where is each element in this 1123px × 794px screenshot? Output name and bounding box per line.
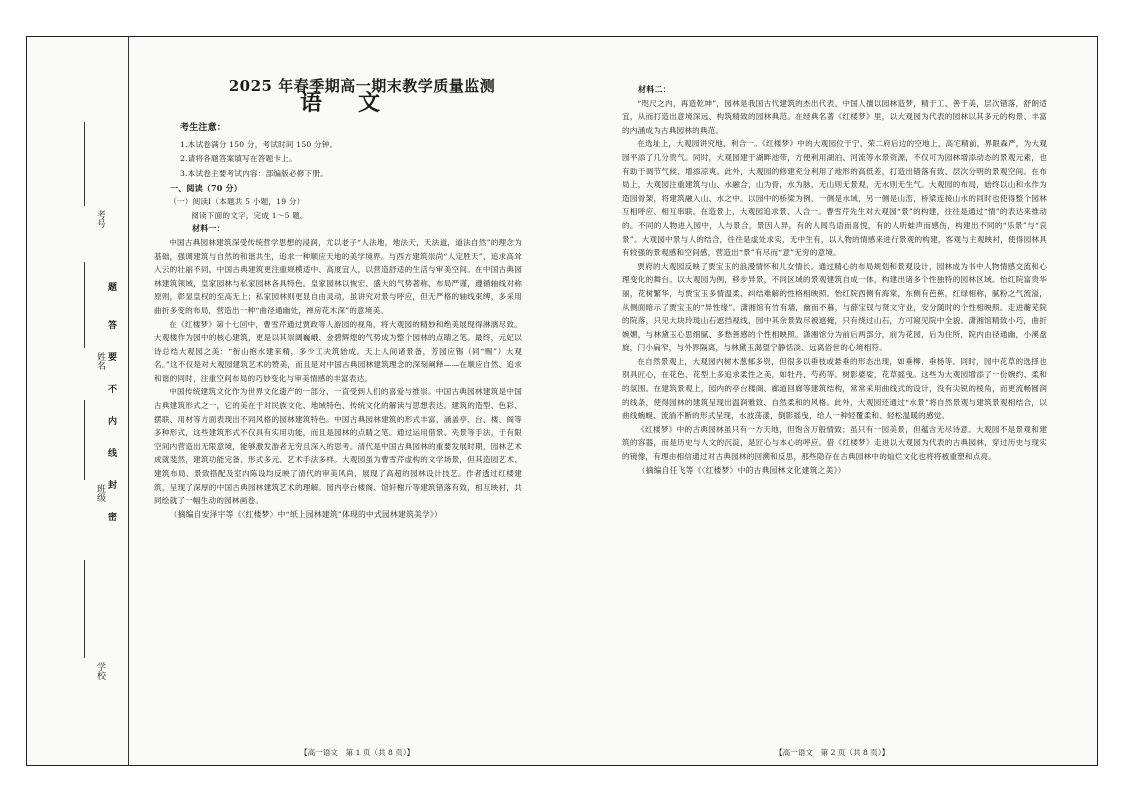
field-label-xuexiao: 学校 [95, 662, 105, 680]
seal-word: 不 [108, 385, 118, 395]
paragraph: 贾府的大观园反映了贾宝玉的浪漫情怀和儿女情长。通过精心的布局规划和景观设计，园林成为书中人物情感交流和心理变化的舞台。以大观园为例，移步异景，不同区域的景观建筑自成一体，构建出诸多个性独特的园林区域。怡红院富贵华丽，花树繁华，与贾宝玉多情温柔、纠结难解的性格相映照。怡红院西侧有海棠，东侧有芭蕉，红绿相称，腻粉之气流溢，从侧面暗示了贾宝玉的“异性缘”。潇湘馆有竹有墙，幽而不暮，与薛宝钗与贤文守业，安分随时的个性相映照。走进蘅芜院的院落，只见大块玲珑山石遮挡视线，园中其余景致尽被遮掩，只有绕过山石，方可窥见院中全貌。潇湘馆精致小巧，曲折婉媚，与林黛玉心思细腻、多愁善感的个性相映照。潇湘馆分为前后两部分，前为花园，后为住所，院内由径通幽，小溪盘旋，门小扁窄，与外界隔离，与林黛玉渴望宁静恬淡、远离俗世的心境相符。 [622, 261, 1047, 353]
seal-word: 线 [108, 449, 118, 459]
seal-word: 要 [108, 353, 118, 363]
field-label-banji: 班级 [95, 484, 105, 502]
exam-subject: 语文 [299, 89, 416, 116]
notice-item: 1.本试卷满分 150 分，考试时间 150 分钟。 [180, 139, 338, 149]
page-2-footer: 【高一语文 第 2 页（共 8 页）】 [775, 748, 890, 757]
material-1-heading: 材料一： [192, 223, 225, 234]
paragraph: 在自然景观上，大观园内树木葱郁多资，但很多以垂枝或悬垂的形态出现，如垂柳、垂杨等。同时，园中花草的选择也别具匠心，在花色、花型上多追求柔性之美，如牡丹、芍药等。树影婆娑，花草摇曳。这些为大观园增添了一份婉约、柔和的氛围。在建筑景观上，园内的亭台楼阁、廊道回廊等建筑结构，常常采用曲线式的设计，没有尖锐的棱角，而更流畅圆润的线条，使得园林的建筑呈现出温润雅致、自然柔和的风格。此外，大观园还通过“水景”将自然景观与建筑景观相结合，以曲线蜿蜒、流淌不断的形式呈现，水波荡漾，倒影摇曳，给人一种轻覆柔和、轻松温暖的感觉。 [622, 356, 1047, 421]
section-heading: 一、阅读（70 分） [170, 182, 242, 193]
field-xuexiao-line[interactable] [84, 560, 85, 658]
page-1-column [154, 77, 522, 521]
notice-item: 2.请将各题答案填写在答题卡上。 [180, 154, 297, 164]
paragraph: 在《红楼梦》第十七回中，曹雪芹通过贾政等人游园的视角，将大观园的精妙和绝美展现得淋漓尽致。大观楼作为园中的核心建筑，更是以其崇阔巍峨、金碧辉煌的气势成为整个园林的点睛之笔。最终，元妃以诗总结大观园之美：“衔山抱水建来精，多少工夫筑始成。天上人间诸景备，芳园应锡（同“赐”）大观名。”这不仅是对大观园建筑艺术的赞美，而且是对中国古典园林建筑理念的深刻阐释——在顺应自然、追求和谐的同时，注重空间布局的巧妙变化与审美情感的丰富表达。 [154, 319, 522, 383]
seal-word: 题 [108, 283, 118, 293]
subsection-heading: （一）阅读Ⅰ（本题共 5 小题，19 分） [169, 197, 305, 207]
seal-word: 密 [108, 513, 118, 523]
notice-heading: 考生注意： [180, 123, 227, 134]
instruction: 阅读下面的文字，完成 1～5 题。 [191, 210, 308, 220]
paragraph: 中国传统建筑文化作为世界文化遗产的一部分，一直受到人们的喜爱与推崇。中国古典园林建筑是中国古典建筑形式之一，它的美在于对民族文化、地域特色、传统文化的解读与思想表达。建筑的造型、色彩、摆联、用材等方面表现出不同风格的园林建筑特色。中国古典园林建筑的形式丰富，涵盖亭、台、楼、阁等多种形式，这些建筑形式不仅具有实用功能，而且是园林的点睛之笔。通过运用借景、夹景等手法，于有限空间内营造出无限意境，能够激发游者无穷且深入的思考。清代是中国古典园林的重要发展时期，园林艺术成就斐然，建筑功能完备、形式多元、艺术手法多样。大观园虽为曹雪芹虚构的文学场景，但其造园艺术、建筑布局、景致搭配及室内陈设均反映了清代的审美风尚，展现了高超的园林设计技艺。作者透过红楼建筑，呈现了深厚的中国古典园林建筑艺术的理解。园内亭台楼阁、馆轩榭斤等建筑错落有致，相互映衬，共同绘就了一幅生动的园林画卷。 [154, 387, 522, 506]
paragraph: 中国古典园林建筑深受传统哲学思想的浸润，尤以老子“人法地，地法天，天法道，道法自然”的理念为基础，强调建筑与自然的和谐共生，追求一种顺应天地的美学境界。与西方建筑崇尚“人定胜天”、追求高耸入云的壮丽不同，中国古典建筑更注重规模适中、高度宜人，以营造舒适的生活与审美空间。在中国古典园林建筑领域，皇家园林与私家园林各具特色。皇家园林以恢宏、盛大的气势著称，布局严谨，遵循轴线对称原则，彰显皇权的至高无上；私家园林则更显自由灵动，虽讲究对景与呼应，但无严格的轴线束缚，多采用曲折多变的布局，营造出一种“曲径通幽处，禅房花木深”的意境美。 [154, 237, 522, 315]
source-citation: （摘编自任飞等《〈红楼梦〉中的古典园林文化建筑之美》） [637, 465, 846, 475]
material-2-heading: 材料二： [638, 84, 671, 94]
exam-title: 2025 年春季期高一期末教学质量监测 [228, 77, 496, 95]
field-label-kaohao: 考号 [95, 210, 105, 228]
binding-seal-line [128, 37, 129, 765]
seal-word: 封 [108, 481, 118, 491]
seal-word: 答 [108, 321, 118, 331]
field-label-xingming: 姓名 [95, 352, 105, 370]
paragraph: 在选址上，大观园讲究地、利合一。《红楼梦》中的大观园位于宁、荣二府后边的空地上，高宅精前，界限森严，为大观园平添了几分贵气。同时，大观园建于湖畔池带，方便利用湖泊、河流等水景资源，不仅可为园林增添动态的景观元素，也有助于调节气候、增添凉爽。此外，大观园的修建充分利用了地形的高低差，打造出错落有致、层次分明的景观空间。在布局上，大观园注重建筑与山、水融合，山为骨，水为脉，无山则无景观，无水则无生气。大观园的布局，始终以山和水作为造园骨架，将建筑融入山、水之中。以园中的桥梁为例，一侧是水域，另一侧是山峦，桥梁连接山水的同时也使得整个园林互相呼应、相互串联。在造景上，大观园追求景、人合一。曹雪芹先生对大观园“景”的构建，往往是通过“情”的表达来推动的。不同的人物进入园中，人与景合，景因人异，有的人闻鸟语而喜悦，有的人听蛙声而感伤，构建出不同的“乐景”与“哀景”。大观园中景与人的结合，往往是虚处求实，无中生有，以人物的情感来进行景观的构建，客观与主观映衬，使得园林具有较强的景观感和空间感，营造出“景”有尽而“意”无穷的意境。 [622, 139, 1047, 258]
field-xingming-line[interactable] [84, 262, 85, 348]
field-kaohao-line[interactable] [84, 122, 85, 206]
source-citation: （摘编自安泽宇等《〈红楼梦〉中“纸上园林建筑”体现的中式园林建筑美学》） [169, 509, 443, 519]
notice-item: 3.本试卷主要考试内容：部编版必修下册。 [180, 168, 328, 178]
page-2-column [622, 83, 1047, 477]
page-1-footer: 【高一语文 第 1 页（共 8 页）】 [300, 748, 415, 757]
field-banji-line[interactable] [84, 400, 85, 480]
paragraph: 《红楼梦》中的古典园林虽只有一方天地，但饱含万般情致；虽只有一园美景，但蕴含无尽诗意。大观园不是景观和建筑的容器，而是历史与人文的沉淀，是匠心与本心的呼应。借《红楼梦》走进以大观园为代表的古典园林，穿过历史与现实的镜像，有理由相信通过对古典园林的回溯和反思，那些隐存在古典园林中的灿烂文化也将将被重塑和点亮。 [622, 424, 1047, 462]
seal-word: 内 [108, 417, 118, 427]
paragraph: “咫尺之内，再造乾坤”，园林是我国古代建筑的杰出代表。中国人擅以园林造梦，精于工、善于美，层次错落，舒朗适宜，从而打造出意境深远、构筑精致的园林典范。在经典名著《红楼梦》里，以大观园为代表的园林以其多元的构景、丰富的内涵成为古典园林的典范。 [622, 98, 1047, 135]
